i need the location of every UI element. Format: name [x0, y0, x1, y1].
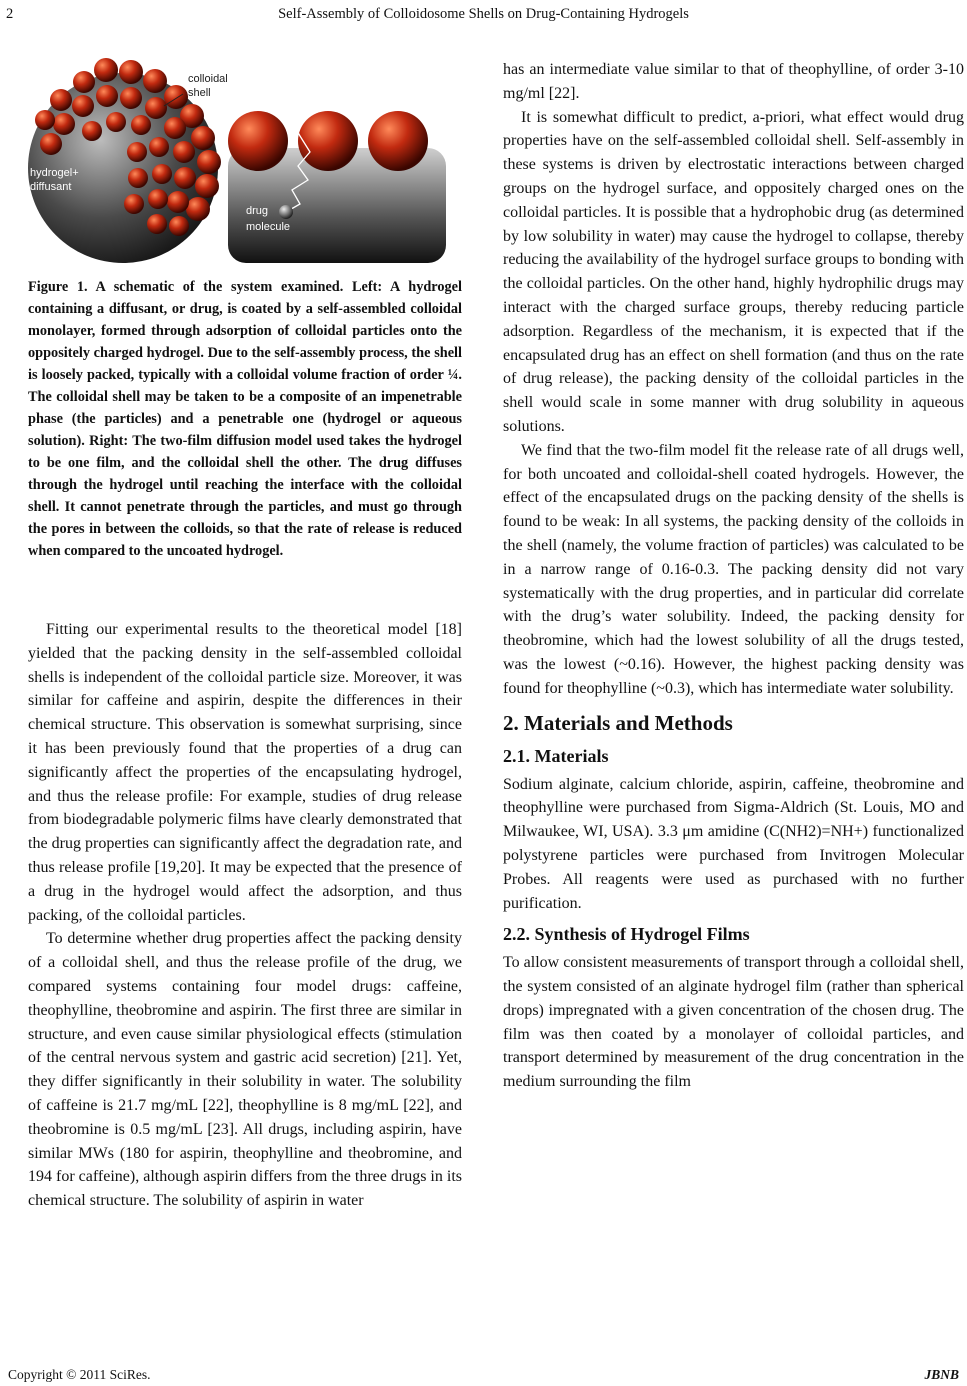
- paragraph: To determine whether drug properties affect the packing density of a colloidal shell, and thus the release profile of the drug, we compared systems containing four model drugs: caffeine, theophylline, theobromine and aspirin. The first three are similar in structure, and even cause similar physiological effects (stimulation of the central nervous system and gastric acid secretion) [21]. Yet, they differ significantly in their solubility in water. The solubility of caffeine is 21.7 mg/mL [22], theophylline is 8 mg/mL [22], and theobromine is 0.5 mg/mL [23]. All drugs, including aspirin, have similar MWs (180 for aspirin, theophylline and theobromine, and 194 for caffeine), although aspirin differs from the three drugs in its chemical structure. The solubility of aspirin in water: [28, 930, 462, 1210]
- running-title: Self-Assembly of Colloidosome Shells on Drug-Containing Hydrogels: [278, 6, 689, 22]
- label-drug: drug: [246, 205, 269, 217]
- drug-molecule-ball: [279, 205, 293, 219]
- label-hydrogel: hydrogel+: [30, 167, 79, 179]
- figure-1-schematic: [28, 56, 448, 271]
- diffusion-arrowhead: [291, 62, 301, 72]
- page-header: [0, 6, 967, 28]
- left-column: [28, 618, 462, 1213]
- right-panel-two-film-model: [228, 62, 446, 263]
- page-number: 2: [6, 6, 14, 22]
- paragraph: Sodium alginate, calcium chloride, aspirin, caffeine, theobromine and theophylline were purchased from Sigma-Aldrich (St. Louis, MO and Milwaukee, WI, USA). 3.3 μm amidine (C(NH2)=NH+) functionalized polystyrene particles were purchased from Invitrogen Molecular Probes. All reagents were used as purchased with no further purification.: [503, 775, 964, 912]
- surface-particle-2: [298, 111, 358, 171]
- section-heading: 2. Materials and Methods: [503, 710, 733, 735]
- copyright: Copyright © 2011 SciRes.: [8, 1367, 151, 1382]
- figure-caption: Figure 1. A schematic of the system examined. Left: A hydrogel containing a diffusant, or drug, is coated by a self-assembled colloidal monolayer, formed through adsorption of colloidal particles onto the oppositely charged hydrogel. Due to the self-assembly process, the shell is loosely packed, typically with a colloidal volume fraction of order ¼. The colloidal shell may be taken to be a composite of an impenetrable phase (the particles) and a penetrable one (hydrogel or aqueous solution). Right: The two-film diffusion model used takes the hydrogel to be one film, and the colloidal shell the other. The drug diffuses through the hydrogel until reaching the interface with the colloidal shell. It cannot penetrate through the particles, and must go through the pores in between the colloids, so that the rate of release is reduced when compared to the uncoated hydrogel.: [28, 279, 462, 559]
- subsection-heading: 2.1. Materials: [503, 745, 609, 766]
- paragraph: Fitting our experimental results to the theoretical model [18] yielded that the packing density in the self-assembled colloidal shells is independent of the colloidal particle size. Moreover, it was similar for caffeine and aspirin, despite the differences in their chemical structure. This observation is somewhat surprising, since it has been previously found that the properties of a drug can significantly affect the properties of the encapsulating hydrogel, and thus the release profile: For example, studies of drug release from biodegradable polymeric films have clearly demonstrated that the drug properties can significantly affect the degradation rate, and thus release profile [19,20]. It may be expected that the presence of a drug in the hydrogel would affect the adsorption, and thus packing, of the colloidal particles.: [28, 621, 462, 924]
- label-colloidal-shell: colloidal: [188, 73, 228, 85]
- paragraph: has an intermediate value similar to that of theophylline, of order 3-10 mg/ml [22].: [503, 61, 964, 102]
- surface-particle-1: [228, 111, 288, 171]
- subsection-heading: 2.2. Synthesis of Hydrogel Films: [503, 924, 750, 945]
- label-molecule: molecule: [246, 221, 291, 233]
- left-panel-hydrogel-sphere: [28, 58, 228, 263]
- paragraph: We find that the two-film model fit the release rate of all drugs well, for both uncoated and colloidal-shell coated hydrogels. However, the effect of the encapsulated drugs on the packing density of the shells is found to be weak: In all systems, the packing density of the colloids in the shell (namely, the volume fraction of particles) was calculated to be in a narrow range of 0.16-0.3. The packing density did not vary systematically with the drug properties, and in particular did correlate with the drug’s water solubility. Indeed, the packing density for theobromine, which had the lowest solubility of all the drugs tested, was the lowest (~0.16). However, the highest packing density was found for theophylline (~0.3), which has intermediate water solubility.: [503, 441, 964, 697]
- journal-abbrev: JBNB: [924, 1367, 959, 1382]
- paragraph: To allow consistent measurements of transport through a colloidal shell, the system consisted of an alginate hydrogel film (rather than spherical drops) impregnated with a given concentration of the chosen drug. The film was then coated by a monolayer of colloidal particles, and transport determined by measurement of the drug concentration in the medium surrounding the film: [503, 954, 964, 1091]
- label-diffusant: diffusant: [30, 181, 72, 193]
- paragraph: It is somewhat difficult to predict, a-priori, what effect would drug properties have on the self-assembled colloidal shell. Self-assembly in these systems is driven by electrostatic interactions between charged groups on the hydrogel surface, and oppositely charged ones on the colloidal particles. It is possible that a hydrophobic drug (as determined by low solubility in water) may cause the hydrogel to collapse, thereby reducing the availability of the hydrogel surface groups to bonding with the colloidal particles. On the other hand, highly hydrophilic drugs may interact with the charged surface groups, thereby reducing particle adsorption. Regardless of the mechanism, it is expected that if the encapsulated drug has an effect on shell formation (and thus on the rate of drug release), the packing density of the colloidal particles in the shell would scale in some manner with drug solubility in aqueous solutions.: [503, 108, 964, 435]
- surface-particle-3: [368, 111, 428, 171]
- label-colloidal-shell-2: shell: [188, 87, 211, 99]
- right-column: [503, 58, 964, 1094]
